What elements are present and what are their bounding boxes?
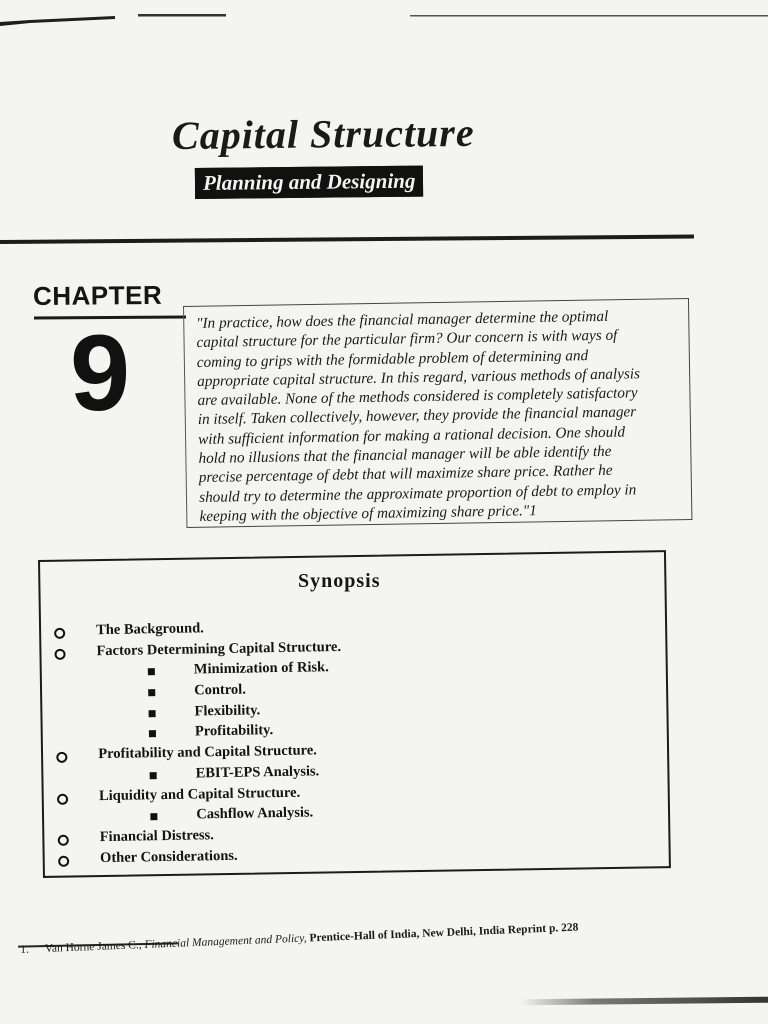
- list-item-text: Cashflow Analysis.: [196, 804, 314, 823]
- quote-line: hold no illusions that the financial manager will be able identify the: [198, 442, 612, 468]
- square-bullet-icon: [149, 731, 156, 738]
- footnote-author: Van Horne James C.,: [44, 939, 142, 956]
- list-item-text: EBIT-EPS Analysis.: [195, 763, 320, 782]
- page-subtitle: Planning and Designing: [195, 166, 424, 199]
- list-item-text: Other Considerations.: [99, 847, 238, 866]
- circle-bullet-icon: [56, 752, 67, 763]
- header-divider: [0, 235, 694, 244]
- square-bullet-icon: [150, 772, 157, 779]
- scan-bottom-edge: [520, 997, 768, 1006]
- chapter-label: CHAPTER: [32, 279, 163, 311]
- scan-top-edge: [0, 0, 768, 40]
- circle-bullet-icon: [54, 648, 65, 659]
- circle-bullet-icon: [58, 855, 69, 866]
- synopsis-title: Synopsis: [298, 570, 381, 592]
- square-bullet-icon: [150, 813, 157, 820]
- quote-line: are available. None of the methods considered is completely satisfactory: [197, 384, 638, 410]
- footnote-book-title: Financial Management and Policy,: [144, 932, 307, 952]
- quote-line: in itself. Taken collectively, however, they provide the financial manager: [197, 403, 637, 429]
- square-bullet-icon: [149, 710, 156, 717]
- quote-line: "In practice, how does the financial manager determine the optimal: [196, 307, 609, 332]
- quote-line: capital structure for the particular firm? Our concern is with ways of: [196, 326, 618, 352]
- circle-bullet-icon: [57, 793, 68, 804]
- list-item-text: Profitability.: [194, 722, 274, 740]
- list-item-text: Flexibility.: [194, 702, 261, 720]
- quote-line: appropriate capital structure. In this regard, various methods of analysis: [197, 365, 641, 390]
- circle-bullet-icon: [58, 835, 69, 846]
- list-item-text: Factors Determining Capital Structure.: [96, 638, 342, 659]
- list-item-text: The Background.: [95, 620, 204, 639]
- list-item-text: Financial Distress.: [99, 827, 214, 846]
- quote-line: keeping with the objective of maximizing share price."1: [199, 502, 537, 525]
- footnote-number: 1.: [20, 943, 30, 956]
- quote-line: should try to determine the approximate proportion of debt to employ in: [199, 481, 637, 506]
- quote-line: precise percentage of debt that will maximize share price. Rather he: [198, 462, 613, 487]
- synopsis-list: [50, 613, 654, 872]
- circle-bullet-icon: [54, 628, 65, 639]
- page-title: Capital Structure: [171, 109, 475, 158]
- square-bullet-icon: [148, 669, 155, 676]
- list-item-text: Liquidity and Capital Structure.: [98, 784, 301, 804]
- list-item-text: Profitability and Capital Structure.: [98, 742, 317, 763]
- list-item-text: Minimization of Risk.: [193, 659, 329, 678]
- epigraph-quote: [196, 305, 688, 526]
- footnote-publisher: Prentice-Hall of India, New Delhi, India Reprint p. 228: [309, 921, 579, 945]
- list-item-text: Control.: [194, 681, 247, 699]
- square-bullet-icon: [148, 689, 155, 696]
- quote-line: coming to grips with the formidable problem of determining and: [196, 346, 589, 371]
- footnote: [20, 917, 700, 956]
- quote-line: with sufficient information for making a rational decision. One should: [198, 423, 626, 448]
- chapter-number: 9: [70, 312, 131, 433]
